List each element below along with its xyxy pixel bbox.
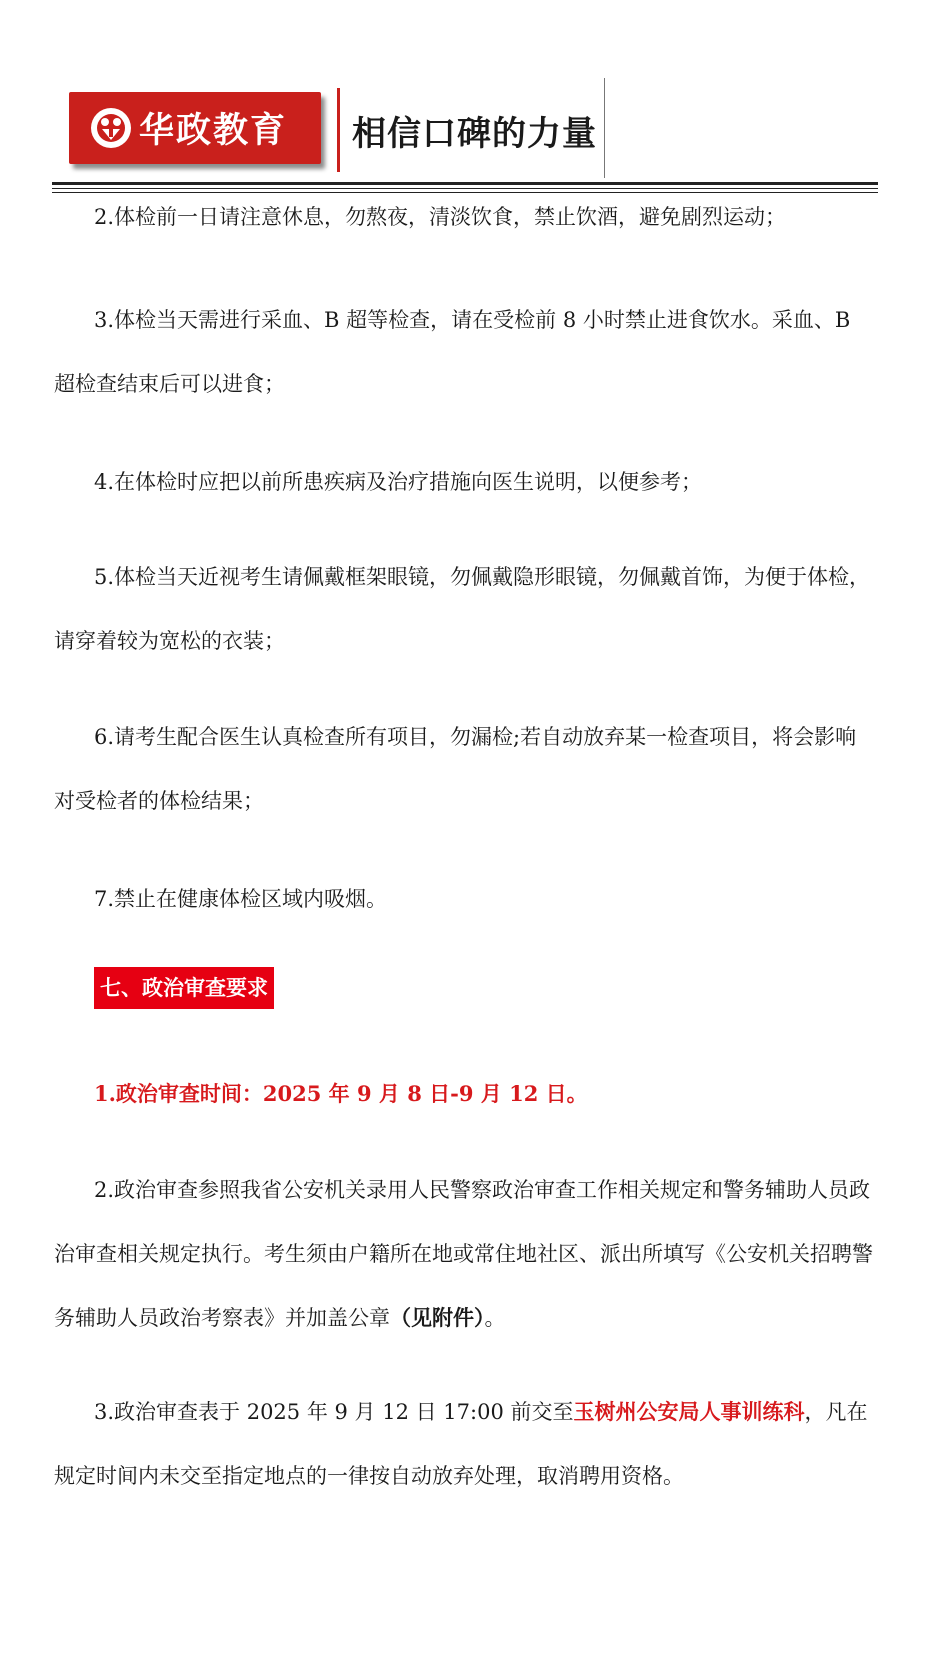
paragraph-item-3: 3.体检当天需进行采血、B 超等检查，请在受检前 8 小时禁止进食饮水。采血、B 超检查结束后可以进食； xyxy=(54,308,851,396)
page-header xyxy=(0,0,930,200)
logo xyxy=(69,92,321,164)
submission-text: 3.政治审查表于 2025 年 9 月 12 日 17:00 前交至 xyxy=(94,1400,574,1424)
brand-mark-icon xyxy=(91,108,131,148)
submission-end: ，凡在规定时间内未交至指定地点的一律按自动放弃处理，取消聘用资格。 xyxy=(54,1400,868,1488)
attachment-note: （见附件） xyxy=(390,1305,485,1330)
slogan: 相信口碑的力量 xyxy=(352,114,597,154)
submission-office: 玉树州公安局人事训练科 xyxy=(573,1399,805,1424)
paragraph-item-7: 7.禁止在健康体检区域内吸烟。 xyxy=(94,887,388,911)
paragraph-item-4: 4.在体检时应把以前所患疾病及治疗措施向医生说明，以便参考； xyxy=(94,470,703,494)
review-rules-end: 。 xyxy=(484,1306,506,1330)
paragraph-item-5: 5.体检当天近视考生请佩戴框架眼镜，勿佩戴隐形眼镜，勿佩戴首饰，为便于体检，请穿着较为宽松的衣装； xyxy=(54,565,871,653)
section-heading: 七、政治审查要求 xyxy=(94,967,274,1009)
paragraph-submission xyxy=(54,1380,874,1508)
logo-text: 华政教育 xyxy=(139,111,288,151)
review-rules-text: 2.政治审查参照我省公安机关录用人民警察政治审查工作相关规定和警务辅助人员政治审查相关规定执行。考生须由户籍所在地或常住地社区、派出所填写《公安机关招聘警务辅助人员政治考察表》并加盖公章 xyxy=(54,1178,873,1330)
paragraph-review-time: 1.政治审查时间：2025 年 9 月 8 日-9 月 12 日。 xyxy=(94,1081,588,1106)
paragraph-item-6: 6.请考生配合医生认真检查所有项目，勿漏检;若自动放弃某一检查项目，将会影响对受检者的体检结果； xyxy=(54,725,857,813)
header-divider-gray xyxy=(604,78,605,178)
paragraph-item-2: 2.体检前一日请注意休息，勿熬夜，清淡饮食，禁止饮酒，避免剧烈运动； xyxy=(94,205,787,229)
header-divider-red xyxy=(337,88,340,172)
paragraph-review-rules xyxy=(54,1158,874,1350)
